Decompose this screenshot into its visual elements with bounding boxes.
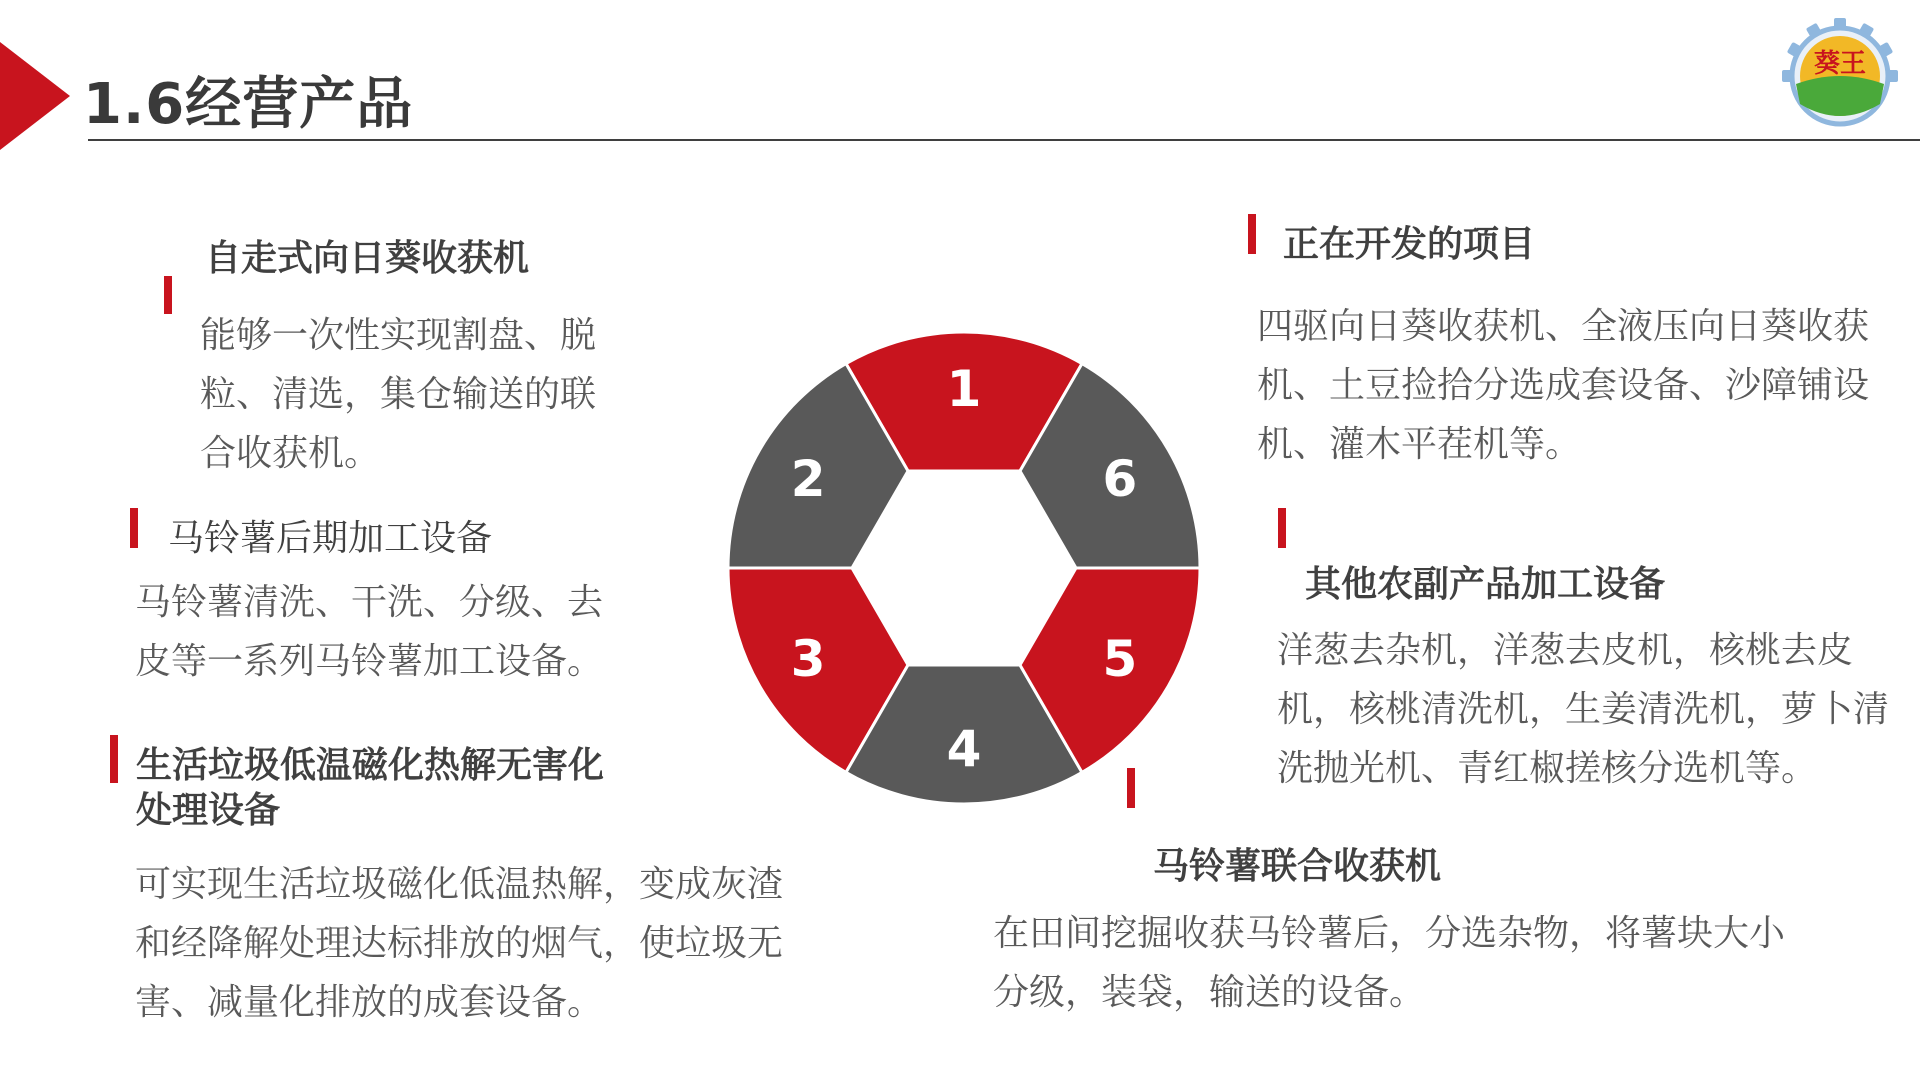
product-3-description: 可实现生活垃圾磁化低温热解，变成灰渣和经降解处理达标排放的烟气，使垃圾无害、减量化排放的成套设备。 (135, 864, 784, 1023)
wheel-number-1: 1 (946, 360, 982, 418)
product-2-description: 马铃薯清洗、干洗、分级、去皮等一系列马铃薯加工设备。 (135, 582, 604, 682)
product-1-accent-bar (164, 276, 172, 314)
product-3-title: 生活垃圾低温磁化热解无害化处理设备 (136, 745, 605, 831)
page-title: 1.6经营产品 (83, 72, 414, 137)
header-divider (88, 139, 1920, 141)
product-4-accent-bar (1127, 768, 1135, 808)
product-6-description: 四驱向日葵收获机、全液压向日葵收获机、土豆捡拾分选成套设备、沙障铺设机、灌木平茬机等。 (1257, 306, 1870, 465)
logo-char-kui: 葵王 (1814, 49, 1867, 79)
wheel-number-3: 3 (790, 630, 826, 688)
wheel-number-4: 4 (946, 720, 982, 778)
product-5-title: 其他农副产品加工设备 (1305, 564, 1666, 605)
title-arrow-icon (0, 42, 72, 150)
product-6-title: 正在开发的项目 (1283, 224, 1536, 265)
product-4-title: 马铃薯联合收获机 (1153, 846, 1442, 887)
sunflower-gear-logo-icon (1780, 18, 1900, 134)
company-logo (1780, 18, 1900, 138)
product-2-title: 马铃薯后期加工设备 (168, 518, 493, 559)
product-5-description: 洋葱去杂机，洋葱去皮机，核桃去皮机，核桃清洗机，生姜清洗机，萝卜清洗抛光机、青红椒搓核分选机等。 (1277, 630, 1890, 789)
wheel-number-6: 6 (1102, 450, 1138, 508)
wheel-number-2: 2 (790, 450, 826, 508)
product-2-accent-bar (130, 508, 138, 548)
product-5-accent-bar (1278, 508, 1286, 548)
product-6-accent-bar (1248, 214, 1256, 254)
product-1-description: 能够一次性实现割盘、脱粒、清选，集仓输送的联合收获机。 (200, 315, 597, 474)
product-3-accent-bar (110, 735, 118, 783)
product-1-title: 自走式向日葵收获机 (205, 238, 530, 279)
product-4-description: 在田间挖掘收获马铃薯后，分选杂物，将薯块大小分级，装袋，输送的设备。 (993, 913, 1786, 1013)
wheel-number-5: 5 (1102, 630, 1138, 688)
product-hexagon-wheel (726, 330, 1202, 806)
